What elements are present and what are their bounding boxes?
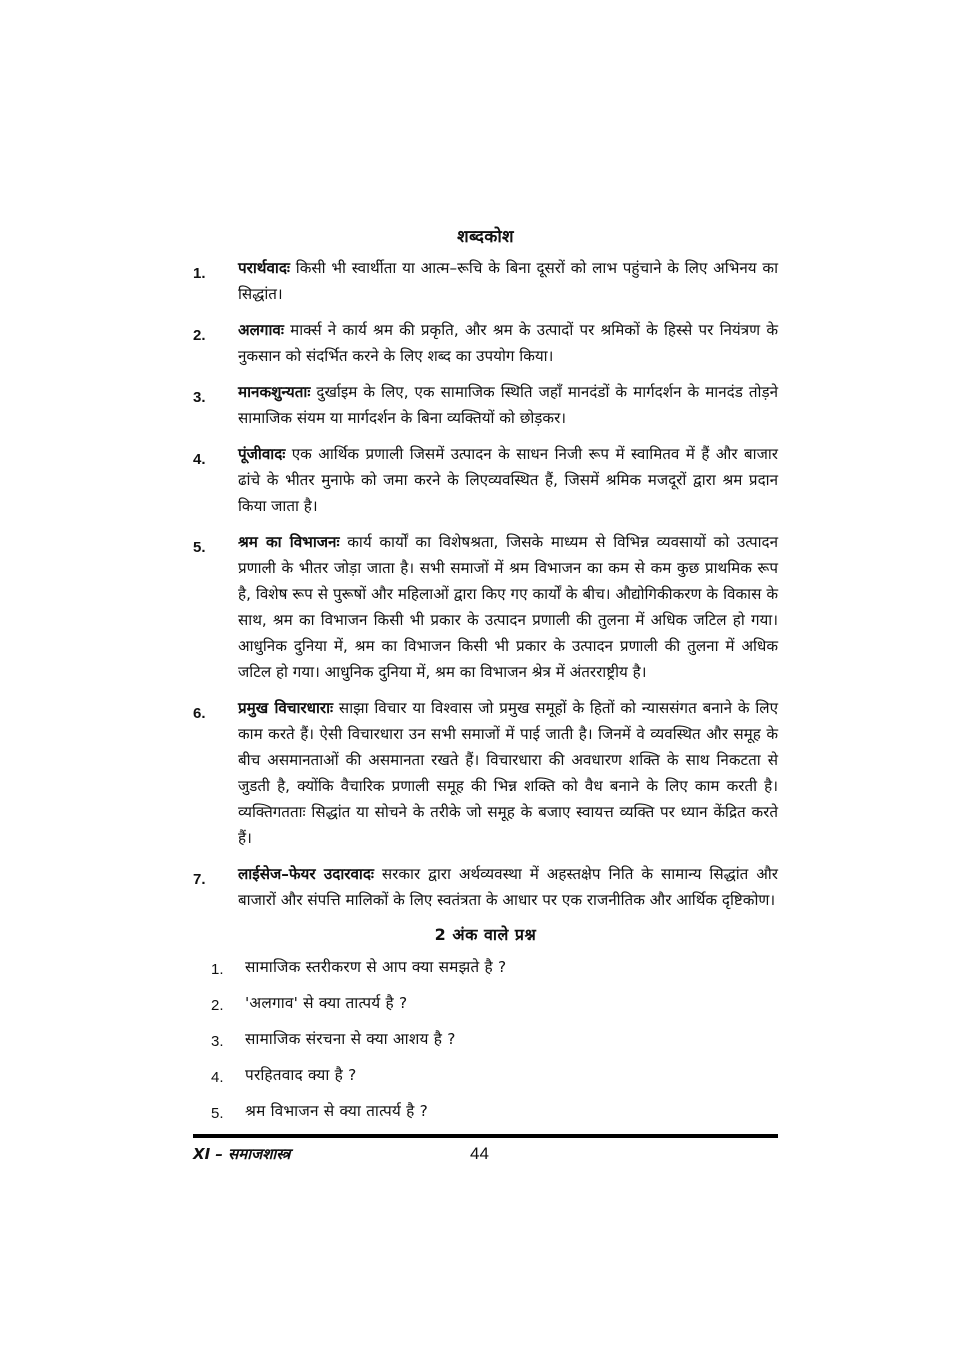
item-number: 2. — [193, 327, 206, 344]
page-number: 44 — [470, 1144, 489, 1163]
question-text: सामाजिक स्तरीकरण से आप क्या समझते है ? — [245, 958, 507, 976]
item-body — [238, 255, 778, 307]
glossary-definition: कार्य कार्यों का विशेषश्रता, जिसके माध्यम से विभिन्न व्यवसायों को उत्पादन प्रणाली के भीतर जोड़ा जाता है। सभी समाजों में श्रम विभाजन का कम से कम कुछ प्राथमिक रूप है, विशेष रूप से पुरूषों और महिलाओं द्वारा किए गए कार्यों के बीच। औद्योगिकीकरण के विकास के साथ, श्रम का विभाजन किसी भी प्रकार के उत्पादन प्रणाली की तुलना में अधिक जटिल हो गया। आधुनिक दुनिया में, श्रम का विभाजन किसी भी प्रकार के उत्पादन प्रणाली की तुलना में अधिक जटिल हो गया। आधुनिक दुनिया में, श्रम का विभाजन श्रेत्र में अंतरराष्ट्रीय है। — [238, 533, 778, 681]
item-body — [238, 379, 778, 431]
question-item — [211, 1025, 778, 1055]
question-number: 3. — [211, 1033, 224, 1050]
question-item — [211, 1097, 778, 1127]
glossary-term: श्रम का विभाजनः — [238, 533, 340, 551]
glossary-item — [193, 695, 778, 851]
question-text: परहितवाद क्या है ? — [245, 1066, 357, 1084]
glossary-term: परार्थवादः — [238, 259, 290, 277]
glossary-term: पूंजीवादः — [238, 445, 286, 463]
item-number: 5. — [193, 539, 206, 556]
item-body — [238, 695, 778, 851]
questions-title: 2 अंक वाले प्रश्न — [434, 925, 537, 944]
glossary-title: शब्दकोश — [457, 227, 514, 247]
question-number: 1. — [211, 961, 224, 978]
item-number: 6. — [193, 705, 206, 722]
question-text: श्रम विभाजन से क्या तात्पर्य है ? — [245, 1102, 428, 1120]
glossary-definition: मार्क्स ने कार्य श्रम की प्रकृति, और श्रम के उत्पादों पर श्रमिकों के हिस्से पर नियंत्रण के नुकसान को संदर्भित करने के लिए शब्द का उपयोग किया। — [238, 321, 778, 365]
glossary-item — [193, 317, 778, 369]
question-text: 'अलगाव' से क्या तात्पर्य है ? — [245, 994, 408, 1012]
question-list — [193, 953, 778, 1127]
footer-book-title: XI – समाजशास्त्र — [193, 1145, 291, 1163]
item-number: 3. — [193, 389, 206, 406]
glossary-definition: किसी भी स्वार्थीता या आत्म–रूचि के बिना दूसरों को लाभ पहुंचाने के लिए अभिनय का सिद्धांत। — [238, 259, 778, 303]
item-number: 4. — [193, 451, 206, 468]
glossary-term: प्रमुख विचारधाराः — [238, 699, 334, 717]
item-body — [238, 441, 778, 519]
glossary-definition: एक आर्थिक प्रणाली जिसमें उत्पादन के साधन निजी रूप में स्वामितव में हैं और बाजार ढांचे के भीतर मुनाफे को जमा करने के लिएव्यवस्थित हैं, जिसमें श्रमिक मजदूरों द्वारा श्रम प्रदान किया जाता है। — [238, 445, 778, 515]
glossary-definition: साझा विचार या विश्वास जो प्रमुख समूहों के हितों को न्याससंगत बनाने के लिए काम करते हैं। ऐसी विचारधारा उन सभी समाजों में पाई जाती है। जिनमें वे व्यवस्थित और समूह के बीच असमानताओं की असमानता रखते हैं। विचारधारा की अवधारण शक्ति के साथ निकटता से जुडती है, क्योंकि वैचारिक प्रणाली समूह की भिन्न शक्ति को वैध बनाने के लिए काम करती है। व्यक्तिगतताः सिद्धांत या सोचने के तरीके जो समूह के बजाए स्वायत्त व्यक्ति पर ध्यान केंद्रित करते हैं। — [238, 699, 778, 847]
item-body — [238, 861, 778, 913]
question-text: सामाजिक संरचना से क्या आशय है ? — [245, 1030, 456, 1048]
glossary-term: मानकशुन्यताः — [238, 383, 311, 401]
item-body — [238, 317, 778, 369]
item-number: 7. — [193, 871, 206, 888]
glossary-item — [193, 379, 778, 431]
question-item — [211, 989, 778, 1019]
item-number: 1. — [193, 265, 206, 282]
glossary-item — [193, 529, 778, 685]
glossary-definition: दुर्खाइम के लिए, एक सामाजिक स्थिति जहाँ मानदंडों के मार्गदर्शन के मानदंड तोड़ने सामाजिक संयम या मार्गदर्शन के बिना व्यक्तियों को छोड़कर। — [238, 383, 778, 427]
item-body — [238, 529, 778, 685]
question-item — [211, 1061, 778, 1091]
glossary-term: अलगावः — [238, 321, 284, 339]
glossary-term: लाईसेज–फेयर उदारवादः — [238, 865, 374, 883]
glossary-definition: सरकार द्वारा अर्थव्यवस्था में अहस्तक्षेप निति के सामान्य सिद्धांत और बाजारों और संपत्ति मालिकों के लिए स्वतंत्रता के आधार पर एक राजनीतिक और आर्थिक दृष्टिकोण। — [238, 865, 778, 909]
question-number: 2. — [211, 997, 224, 1014]
question-number: 4. — [211, 1069, 224, 1086]
glossary-item — [193, 441, 778, 519]
glossary-list — [193, 255, 778, 913]
glossary-item — [193, 255, 778, 307]
page-content — [193, 224, 778, 1133]
question-number: 5. — [211, 1105, 224, 1122]
footer-divider — [193, 1134, 778, 1138]
question-item — [211, 953, 778, 983]
glossary-item — [193, 861, 778, 913]
